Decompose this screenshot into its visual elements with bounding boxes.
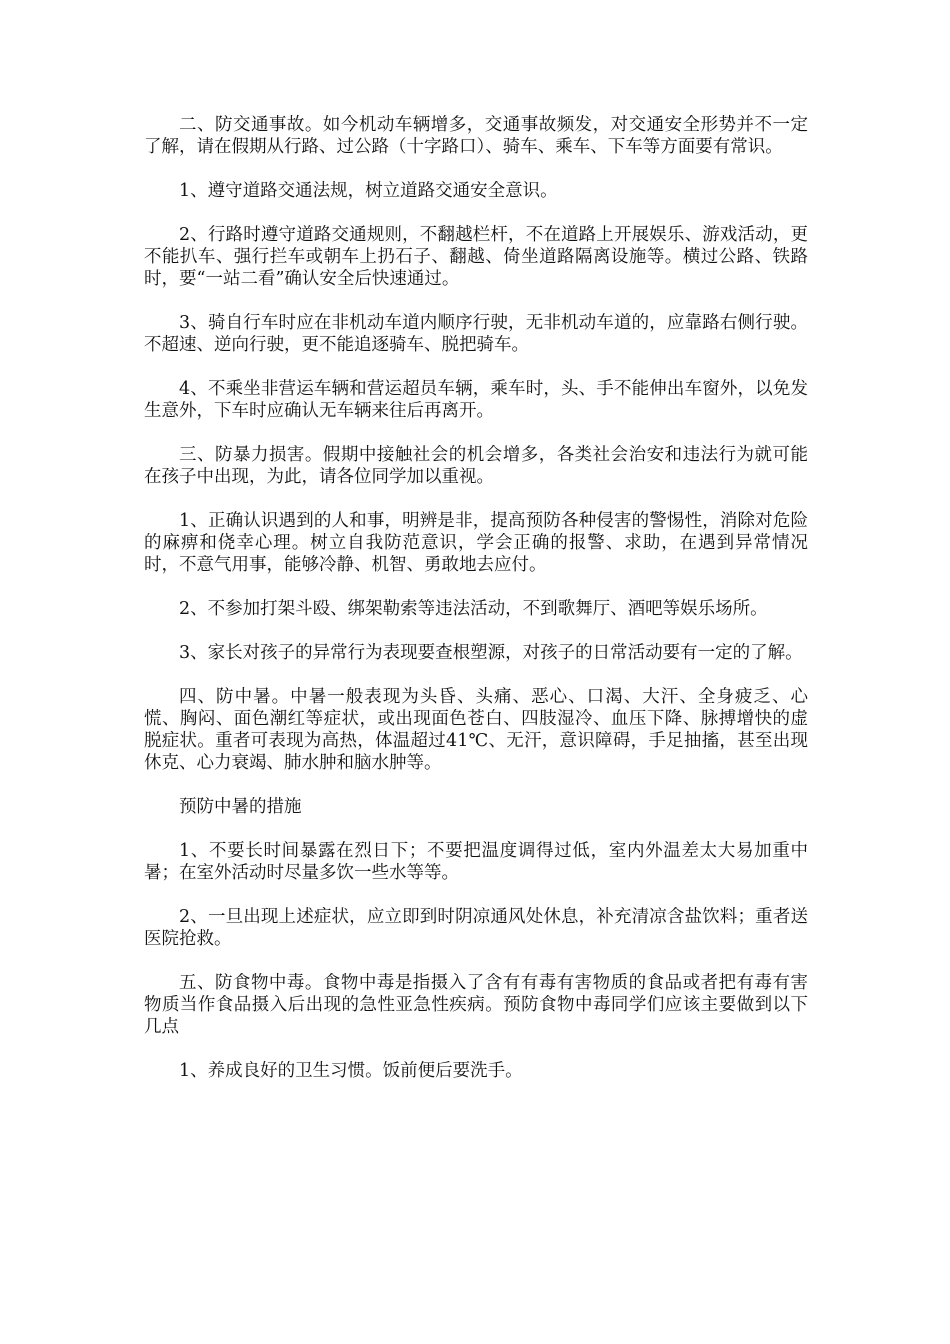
paragraph-food-poisoning-heading: 五、防食物中毒。食物中毒是指摄入了含有有毒有害物质的食品或者把有毒有害物质当作食品摄入后出现的急性亚急性疾病。预防食物中毒同学们应该主要做到以下几点 <box>144 973 808 1037</box>
paragraph-food-poisoning-item-1: 1、养成良好的卫生习惯。饭前便后要洗手。 <box>179 1061 523 1081</box>
paragraph-heatstroke-measures-title: 预防中暑的措施 <box>179 797 302 817</box>
paragraph-heatstroke-item-1: 1、不要长时间暴露在烈日下；不要把温度调得过低，室内外温差太大易加重中暑；在室外活动时尽量多饮一些水等等。 <box>144 841 808 883</box>
paragraph-violence-item-3: 3、家长对孩子的异常行为表现要查根塑源，对孩子的日常活动要有一定的了解。 <box>179 643 803 663</box>
paragraph-heatstroke-heading: 四、防中暑。中暑一般表现为头昏、头痛、恶心、口渴、大汗、全身疲乏、心慌、胸闷、面色潮红等症状，或出现面色苍白、四肢湿冷、血压下降、脉搏增快的虚脱症状。重者可表现为高热，体温超过41℃、无汗，意识障碍，手足抽搐，甚至出现休克、心力衰竭、肺水肿和脑水肿等。 <box>144 687 808 773</box>
paragraph-traffic-item-3: 3、骑自行车时应在非机动车道内顺序行驶，无非机动车道的，应靠路右侧行驶。不超速、逆向行驶，更不能追逐骑车、脱把骑车。 <box>144 313 808 355</box>
paragraph-traffic-heading: 二、防交通事故。如今机动车辆增多，交通事故频发，对交通安全形势并不一定了解，请在假期从行路、过公路（十字路口）、骑车、乘车、下车等方面要有常识。 <box>144 115 808 157</box>
paragraph-violence-item-2: 2、不参加打架斗殴、绑架勒索等违法活动，不到歌舞厅、酒吧等娱乐场所。 <box>179 599 768 619</box>
document-body <box>144 114 808 1104</box>
paragraph-violence-heading: 三、防暴力损害。假期中接触社会的机会增多，各类社会治安和违法行为就可能在孩子中出现，为此，请各位同学加以重视。 <box>144 445 808 487</box>
paragraph-traffic-item-1: 1、遵守道路交通法规，树立道路交通安全意识。 <box>179 181 558 201</box>
paragraph-traffic-item-4: 4、不乘坐非营运车辆和营运超员车辆，乘车时，头、手不能伸出车窗外，以免发生意外，下车时应确认无车辆来往后再离开。 <box>144 379 808 421</box>
paragraph-traffic-item-2: 2、行路时遵守道路交通规则，不翻越栏杆，不在道路上开展娱乐、游戏活动，更不能扒车、强行拦车或朝车上扔石子、翻越、倚坐道路隔离设施等。横过公路、铁路时，要“一站二看”确认安全后快速通过。 <box>144 225 808 289</box>
paragraph-violence-item-1: 1、正确认识遇到的人和事，明辨是非，提高预防各种侵害的警惕性，消除对危险的麻痹和侥幸心理。树立自我防范意识，学会正确的报警、求助，在遇到异常情况时，不意气用事，能够冷静、机智、勇敢地去应付。 <box>144 511 808 575</box>
paragraph-heatstroke-item-2: 2、一旦出现上述症状，应立即到时阴凉通风处休息，补充清凉含盐饮料；重者送医院抢救。 <box>144 907 808 949</box>
